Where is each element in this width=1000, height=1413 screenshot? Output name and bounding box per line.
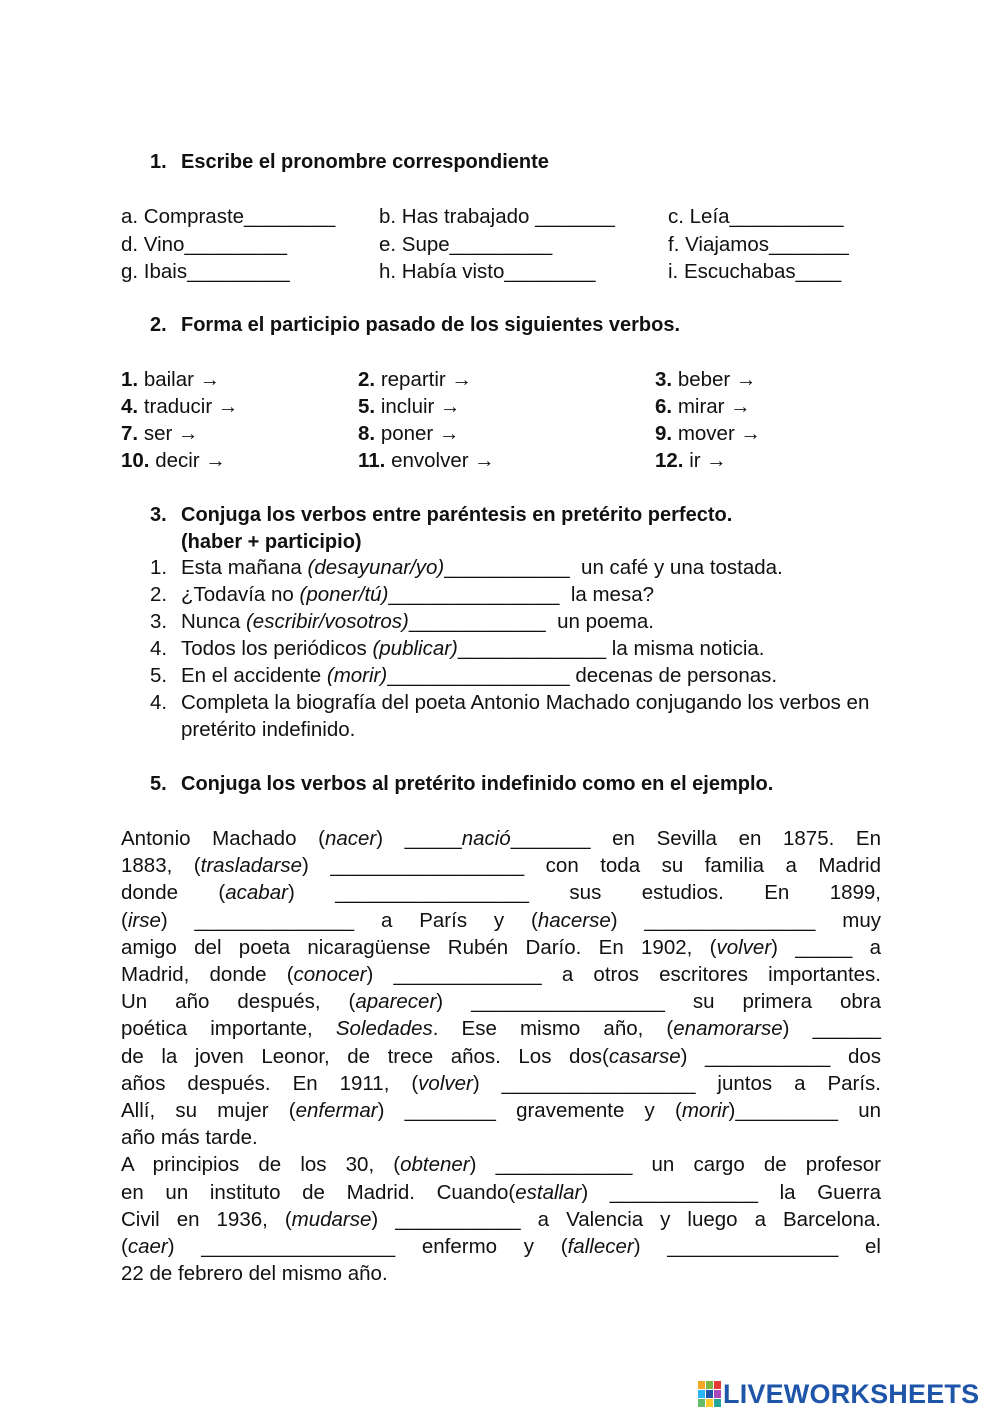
answer-blank: ________________ — [387, 664, 570, 687]
liveworksheets-brand: LIVEWORKSHEETS — [723, 1378, 980, 1409]
section-5-title: Conjuga los verbos al pretérito indefinido como en el ejemplo. — [181, 773, 774, 795]
section-2-heading — [150, 312, 680, 339]
sentence-start: En el accidente — [181, 664, 327, 687]
pronoun-item: b. Has trabajado _______ — [379, 205, 615, 228]
participle-item — [655, 393, 751, 420]
liveworksheets-logo — [697, 1377, 979, 1411]
paragraph-line: Madrid, donde (conocer) _____________ a otros escritores importantes. — [121, 963, 881, 987]
item-number: 4. — [150, 691, 168, 714]
italic-verb: aparecer — [355, 990, 437, 1014]
participle-verb: envolver → — [391, 449, 495, 472]
paragraph-line: 22 de febrero del mismo año. — [121, 1262, 388, 1286]
section-4-instruction — [150, 689, 890, 743]
conjugation-item — [150, 554, 890, 581]
conjugation-item — [150, 581, 890, 608]
participle-item — [121, 393, 238, 420]
section-1-title: Escribe el pronombre correspondiente — [181, 151, 549, 173]
answer-blank: ___________ — [444, 556, 570, 579]
section-2-number: 2. — [150, 314, 167, 336]
italic-verb: estallar — [515, 1180, 582, 1204]
participle-verb: mirar → — [677, 395, 751, 418]
italic-verb: irse — [127, 908, 161, 932]
verb-hint: (publicar) — [372, 637, 458, 660]
italic-verb: obtener — [400, 1153, 470, 1177]
pronoun-item: g. Ibais_________ — [121, 260, 290, 283]
participle-item — [121, 420, 199, 447]
participle-verb: beber → — [677, 368, 757, 391]
participle-verb: traducir → — [143, 395, 239, 418]
paragraph-line: Un año después, (aparecer) _________________ su primera obra — [121, 990, 881, 1014]
section-3-heading — [150, 502, 732, 556]
pronoun-item: d. Vino_________ — [121, 233, 288, 256]
italic-verb: mudarse — [291, 1207, 372, 1231]
paragraph-line: Civil en 1936, (mudarse) ___________ a Valencia y luego a Barcelona. — [121, 1207, 881, 1231]
pronoun-item: h. Había visto________ — [379, 260, 596, 283]
italic-verb: volver — [418, 1071, 473, 1095]
biography-paragraph — [121, 825, 881, 1287]
participle-item — [655, 420, 761, 447]
participle-verb: repartir → — [380, 368, 472, 391]
participle-verb: bailar → — [143, 368, 221, 391]
participle-number: 11. — [358, 449, 386, 472]
italic-verb: morir — [681, 1099, 729, 1123]
section-5-heading — [150, 771, 773, 798]
item-number: 5. — [150, 664, 168, 687]
sentence-start: Esta mañana — [181, 556, 308, 579]
pronoun-item: f. Viajamos_______ — [668, 233, 849, 256]
italic-verb: Soledades — [335, 1017, 433, 1041]
sentence-end: la mesa? — [559, 583, 655, 606]
paragraph-line: de la joven Leonor, de trece años. Los dos(casarse) ___________ dos — [121, 1044, 881, 1068]
participle-verb: incluir → — [380, 395, 461, 418]
item-number: 3. — [150, 610, 168, 633]
italic-verb: casarse — [608, 1044, 681, 1068]
participle-verb: ser → — [143, 422, 199, 445]
conjugation-item — [150, 635, 890, 662]
participle-number: 7. — [121, 422, 139, 445]
participle-verb: decir → — [155, 449, 226, 472]
instruction-text: Completa la biografía del poeta Antonio Machado conjugando los verbos en pretérito indefinido. — [181, 691, 870, 741]
paragraph-line: (irse) ______________ a París y (hacerse) _______________ muy — [121, 908, 881, 932]
verb-hint: (escribir/vosotros) — [245, 610, 409, 633]
section-3-title-line2: (haber + participio) — [181, 531, 362, 553]
participle-verb: ir → — [689, 449, 727, 472]
conjugation-item — [150, 662, 890, 689]
italic-verb: enfermar — [295, 1099, 378, 1123]
section-3-number: 3. — [150, 504, 167, 526]
verb-hint: (morir) — [326, 664, 388, 687]
sentence-start: ¿Todavía no — [181, 583, 300, 606]
sentence-end: la misma noticia. — [606, 637, 765, 660]
sentence-end: un poema. — [545, 610, 654, 633]
paragraph-line: donde (acabar) _________________ sus estudios. En 1899, — [121, 881, 881, 905]
pronoun-item: i. Escuchabas____ — [668, 260, 842, 283]
participle-number: 10. — [121, 449, 150, 472]
paragraph-line: Allí, su mujer (enfermar) ________ gravemente y (morir)_________ un — [121, 1099, 882, 1123]
participle-item — [655, 366, 756, 393]
sentence-end: decenas de personas. — [569, 664, 778, 687]
participle-item — [358, 447, 495, 474]
participle-item — [655, 447, 727, 474]
paragraph-line: años después. En 1911, (volver) _________________ juntos a París. — [121, 1071, 881, 1095]
section-1-number: 1. — [150, 151, 167, 173]
paragraph-line: Antonio Machado (nacer) _____nació_______ en Sevilla en 1875. En — [121, 827, 882, 850]
participle-item — [358, 366, 472, 393]
pronoun-item: c. Leía__________ — [668, 205, 844, 228]
participle-item — [121, 447, 226, 474]
section-5-number: 5. — [150, 773, 167, 795]
sentence-start: Todos los periódicos — [181, 637, 373, 660]
participle-verb: poner → — [380, 422, 460, 445]
italic-verb: fallecer — [567, 1235, 634, 1259]
participle-number: 1. — [121, 368, 139, 391]
liveworksheets-logo-icon — [697, 1380, 723, 1408]
paragraph-line: 1883, (trasladarse) _________________ con toda su familia a Madrid — [121, 854, 882, 878]
italic-verb: enamorarse — [673, 1017, 783, 1041]
paragraph-line: año más tarde. — [121, 1126, 258, 1150]
section-2-title: Forma el participio pasado de los siguientes verbos. — [181, 314, 681, 336]
italic-verb: conocer — [293, 963, 367, 987]
italic-verb: volver — [716, 935, 772, 959]
verb-hint: (desayunar/yo) — [307, 556, 445, 579]
participle-number: 4. — [121, 395, 139, 418]
italic-verb: acabar — [225, 881, 288, 905]
paragraph-line: A principios de los 30, (obtener) ____________ un cargo de profesor — [121, 1153, 881, 1177]
italic-verb: caer — [127, 1235, 168, 1259]
participle-item — [358, 393, 461, 420]
verb-hint: (poner/tú) — [299, 583, 389, 606]
paragraph-line: poética importante, Soledades. Ese mismo año, (enamorarse) ______ — [121, 1017, 881, 1041]
answer-blank: _______________ — [388, 583, 560, 606]
item-number: 4. — [150, 637, 168, 660]
section-3-title-line1: Conjuga los verbos entre paréntesis en pretérito perfecto. — [181, 504, 733, 526]
participle-item — [358, 420, 459, 447]
paragraph-line: (caer) _________________ enfermo y (fallecer) _______________ el — [121, 1235, 881, 1259]
pronoun-item: e. Supe_________ — [379, 233, 553, 256]
paragraph-line: en un instituto de Madrid. Cuando(estallar) _____________ la Guerra — [121, 1180, 882, 1204]
answer-blank: _____________ — [457, 637, 607, 660]
answer-blank: ____________ — [408, 610, 546, 633]
participle-number: 6. — [655, 395, 673, 418]
participle-verb: mover → — [677, 422, 761, 445]
participle-number: 9. — [655, 422, 673, 445]
participle-number: 3. — [655, 368, 673, 391]
italic-verb: hacerse — [537, 908, 611, 932]
participle-number: 12. — [655, 449, 684, 472]
section-3-exercises — [150, 554, 890, 743]
participle-item — [121, 366, 220, 393]
participle-number: 2. — [358, 368, 376, 391]
item-number: 2. — [150, 583, 168, 606]
conjugation-item — [150, 608, 890, 635]
sentence-end: un café y una tostada. — [569, 556, 783, 579]
italic-verb: trasladarse — [200, 854, 303, 878]
italic-verb: nacer — [324, 827, 377, 850]
sentence-start: Nunca — [181, 610, 246, 633]
participle-number: 5. — [358, 395, 376, 418]
italic-verb: nació — [461, 827, 511, 850]
paragraph-line: amigo del poeta nicaragüense Rubén Darío. En 1902, (volver) _____ a — [121, 935, 881, 959]
participle-number: 8. — [358, 422, 376, 445]
section-1-heading — [150, 149, 549, 176]
item-number: 1. — [150, 556, 168, 579]
pronoun-item: a. Compraste________ — [121, 205, 336, 228]
